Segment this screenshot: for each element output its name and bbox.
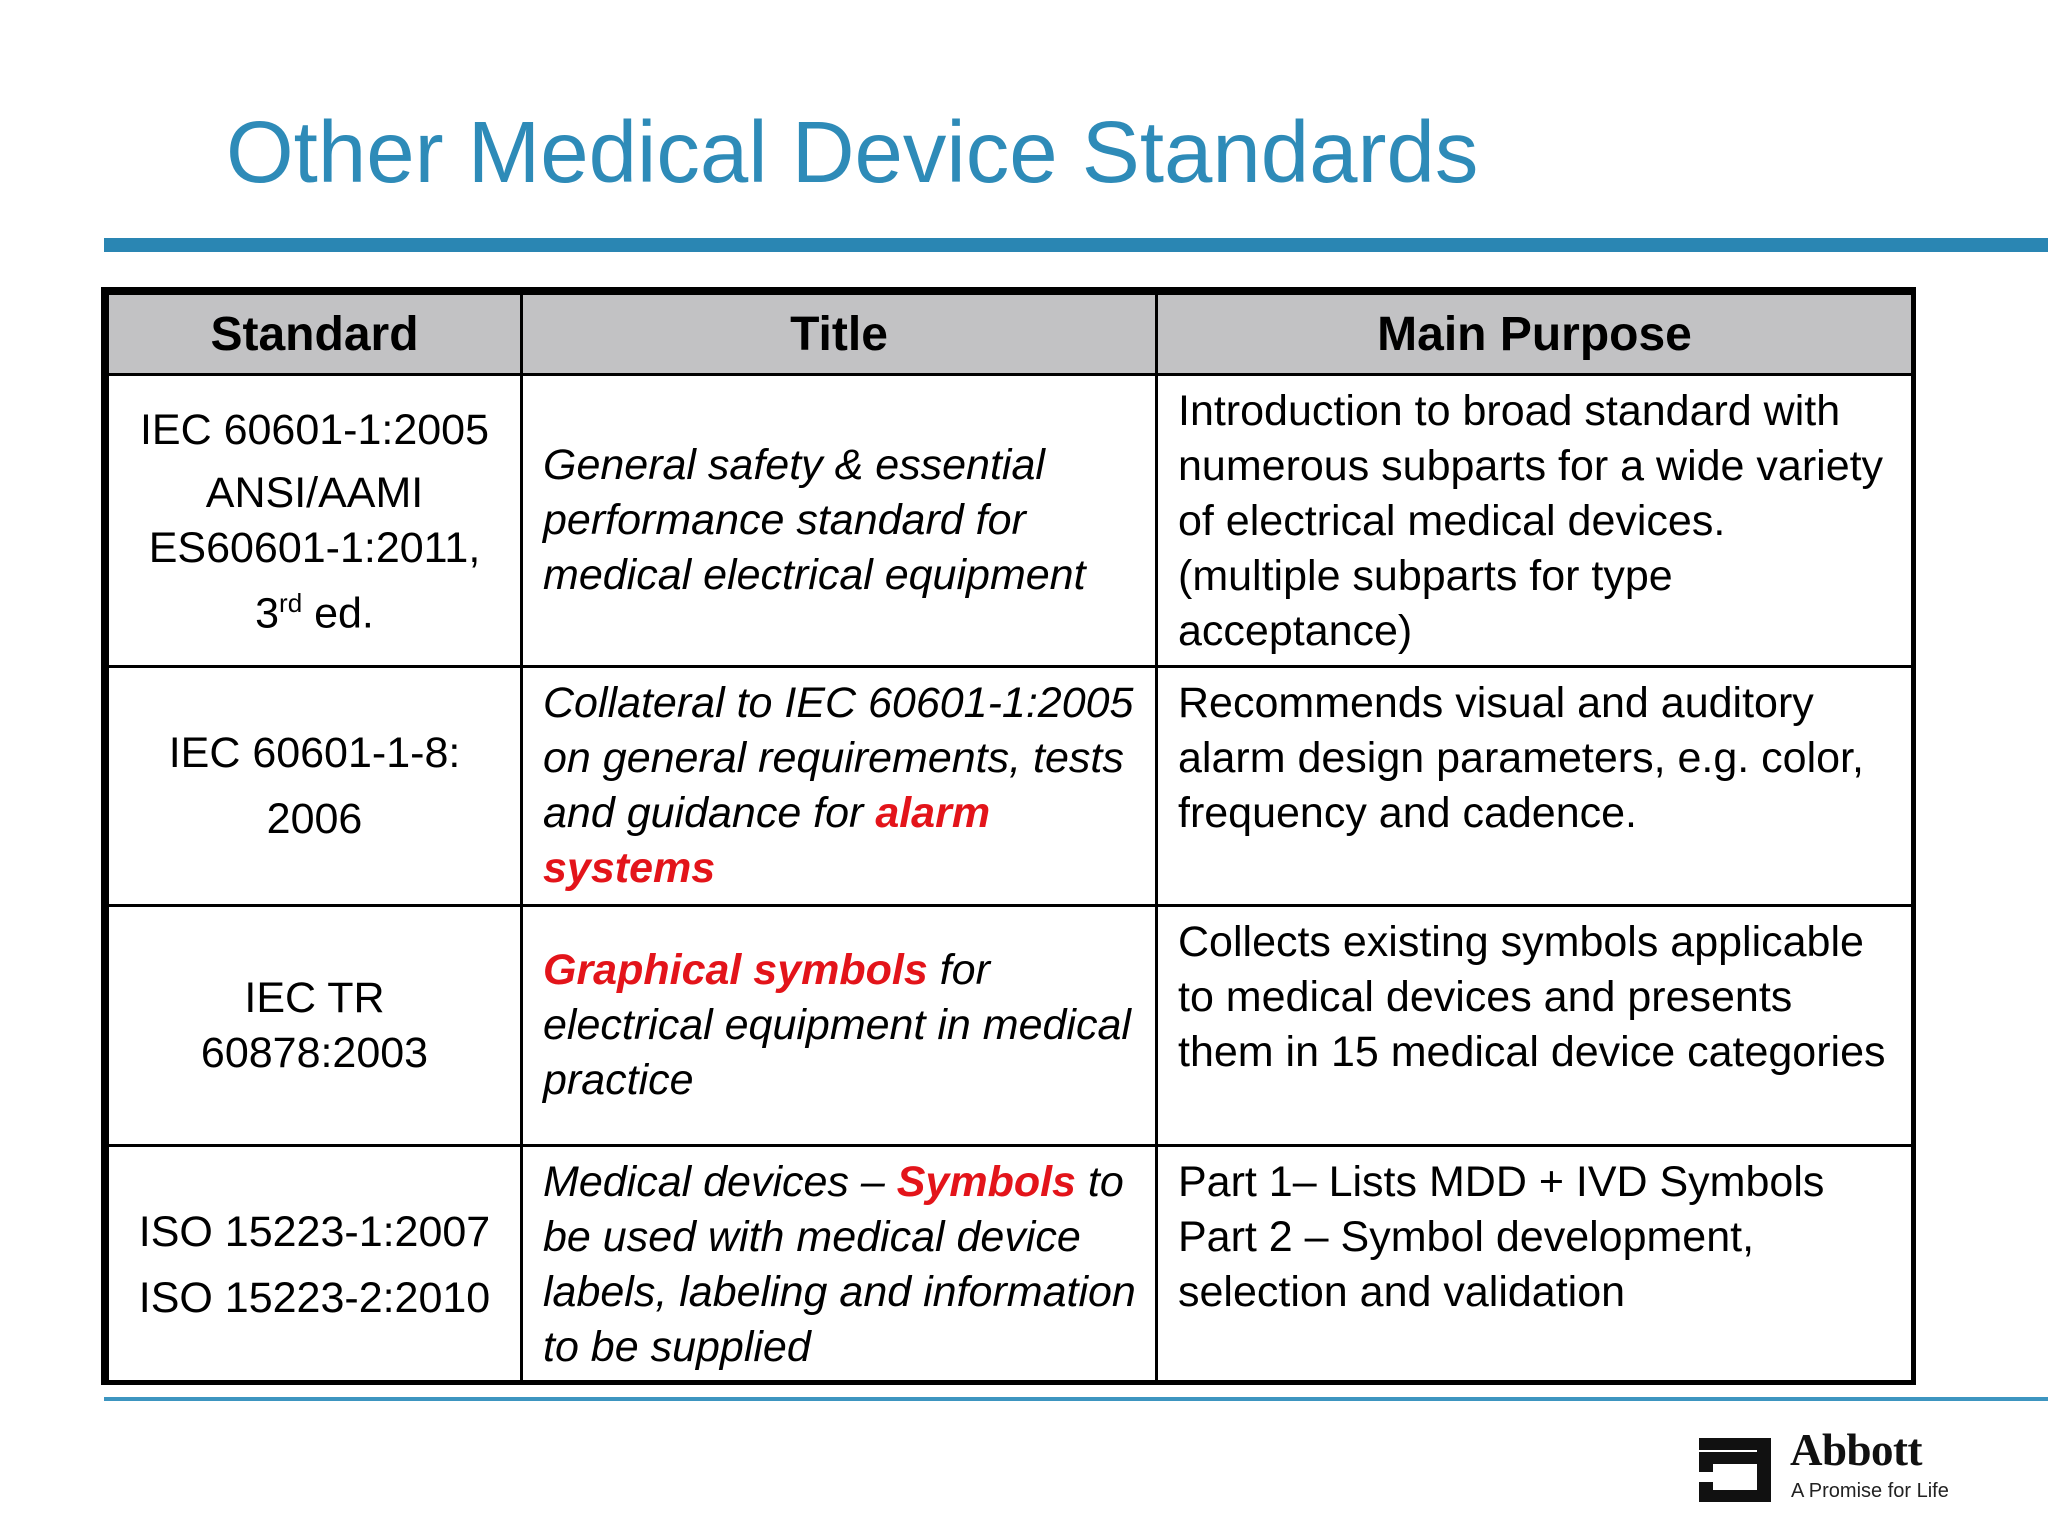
table-row bbox=[108, 906, 1913, 1146]
standard-id: 2006 bbox=[266, 795, 363, 843]
standard-id: ISO 15223-1:2007 bbox=[138, 1207, 491, 1256]
title-cell bbox=[522, 906, 1157, 1146]
header-standard: Standard bbox=[108, 294, 522, 375]
title-text: Medical devices – bbox=[543, 1157, 897, 1206]
standard-id: ES60601-1:2011, bbox=[148, 523, 481, 572]
table-header-row bbox=[108, 294, 1913, 375]
purpose-cell: Recommends visual and auditory alarm design parameters, e.g. color, frequency and cadence. bbox=[1157, 667, 1913, 906]
standard-id: 60878:2003 bbox=[200, 1028, 429, 1077]
title-highlight: alarm systems bbox=[543, 789, 991, 892]
standard-id: ANSI/AAMI bbox=[205, 468, 424, 517]
purpose-line: Part 2 – Symbol development, selection and validation bbox=[1178, 1213, 1755, 1316]
table-row bbox=[108, 1146, 1913, 1384]
standard-edition bbox=[119, 576, 510, 641]
title-highlight: Symbols bbox=[896, 1157, 1076, 1206]
logo-name: Abbott bbox=[1790, 1425, 1923, 1475]
standard-cell bbox=[108, 1146, 522, 1384]
edition-label: ed. bbox=[302, 589, 374, 638]
title-cell bbox=[522, 1146, 1157, 1384]
standard-cell bbox=[108, 667, 522, 906]
table-row bbox=[108, 667, 1913, 906]
purpose-cell bbox=[1157, 1146, 1913, 1384]
abbott-mark-icon bbox=[1693, 1432, 1777, 1508]
standard-id: IEC 60601-1:2005 bbox=[139, 405, 490, 454]
title-divider bbox=[104, 238, 2048, 252]
standard-id: IEC 60601-1-8: bbox=[168, 729, 461, 777]
abbott-logo bbox=[1693, 1425, 1953, 1510]
logo-tagline: A Promise for Life bbox=[1791, 1480, 1949, 1502]
purpose-cell: Collects existing symbols applicable to medical devices and presents them in 15 medical device categories bbox=[1157, 906, 1913, 1146]
edition-number: 3 bbox=[255, 589, 280, 638]
standard-cell bbox=[108, 375, 522, 667]
purpose-line: Part 1– Lists MDD + IVD Symbols bbox=[1178, 1158, 1825, 1206]
title-cell: General safety & essential performance standard for medical electrical equipment bbox=[522, 375, 1157, 667]
standard-id: IEC TR bbox=[244, 973, 385, 1022]
edition-suffix: rd bbox=[279, 587, 303, 618]
standard-cell bbox=[108, 906, 522, 1146]
title-highlight: Graphical symbols bbox=[543, 946, 928, 994]
footer-divider bbox=[104, 1397, 2048, 1401]
header-title: Title bbox=[522, 294, 1157, 375]
header-main-purpose: Main Purpose bbox=[1157, 294, 1913, 375]
title-text: Collateral to IEC 60601-1:2005 on general requirements, tests and guidance for bbox=[543, 679, 1134, 837]
standards-table bbox=[101, 287, 1916, 1385]
slide-title: Other Medical Device Standards bbox=[226, 104, 1479, 201]
table-row bbox=[108, 375, 1913, 667]
standard-id: ISO 15223-2:2010 bbox=[138, 1273, 491, 1322]
title-cell bbox=[522, 667, 1157, 906]
title-text: to be used with medical device labels, labeling and information to be supplied bbox=[543, 1157, 1136, 1371]
title-text: for electrical equipment in medical practice bbox=[543, 946, 1131, 1104]
purpose-cell: Introduction to broad standard with numerous subparts for a wide variety of electrical medical devices. (multiple subparts for type acceptance) bbox=[1157, 375, 1913, 667]
